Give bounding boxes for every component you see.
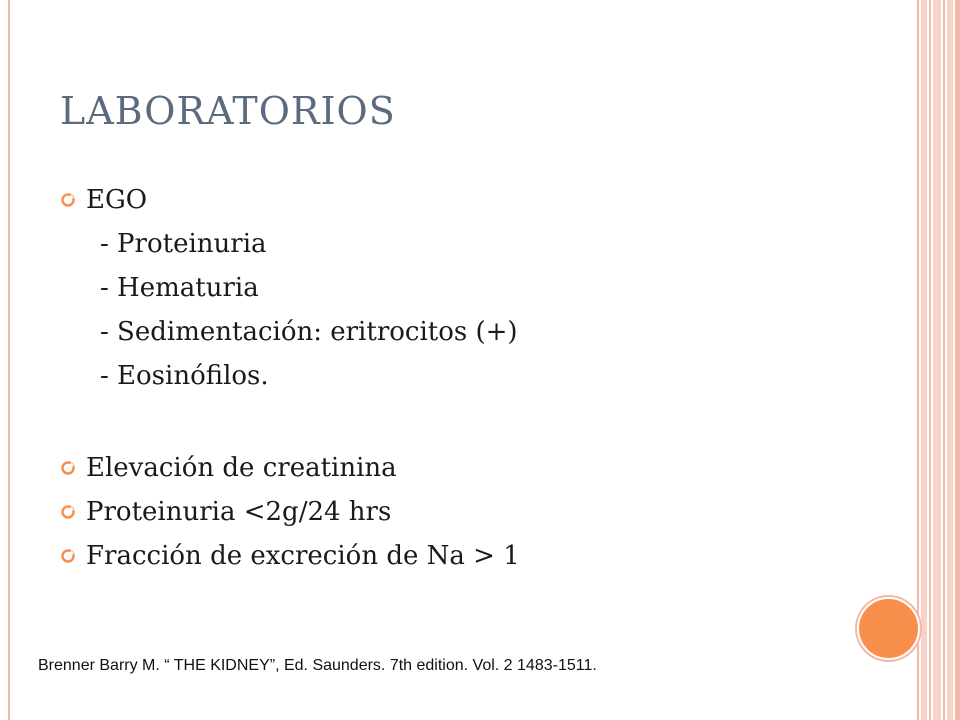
right-frame-stripe bbox=[947, 0, 953, 720]
slide-title: LABORATORIOS bbox=[60, 89, 396, 133]
bullet-item bbox=[60, 490, 840, 534]
bullet-item bbox=[60, 178, 840, 222]
right-frame-stripe bbox=[933, 0, 941, 720]
bullet-text: Elevación de creatinina bbox=[86, 453, 397, 483]
left-frame-line bbox=[8, 0, 10, 720]
bullet-text: Proteinuria <2g/24 hrs bbox=[86, 497, 392, 527]
bullet-text: EGO bbox=[86, 185, 148, 215]
bullet-item bbox=[60, 534, 840, 578]
bullet-list bbox=[60, 178, 840, 578]
bullet-icon bbox=[60, 534, 86, 578]
list-spacer bbox=[60, 398, 840, 446]
sub-item: - Proteinuria bbox=[100, 229, 267, 259]
bullet-icon bbox=[60, 178, 86, 222]
citation: Brenner Barry M. “ THE KIDNEY”, Ed. Saunders. 7th edition. Vol. 2 1483-1511. bbox=[38, 657, 597, 674]
bullet-icon bbox=[60, 490, 86, 534]
sub-item: - Eosinófilos. bbox=[100, 361, 269, 391]
decorative-circle bbox=[857, 597, 920, 660]
sub-item: - Hematuria bbox=[100, 273, 259, 303]
right-frame-stripe bbox=[943, 0, 945, 720]
right-frame-stripe bbox=[917, 0, 919, 720]
right-frame-stripe bbox=[921, 0, 927, 720]
sub-item: - Sedimentación: eritrocitos (+) bbox=[100, 317, 518, 347]
bullet-item bbox=[60, 446, 840, 490]
right-frame-stripe bbox=[929, 0, 931, 720]
bullet-icon bbox=[60, 446, 86, 490]
right-frame-stripe bbox=[955, 0, 960, 720]
bullet-text: Fracción de excreción de Na > 1 bbox=[86, 541, 520, 571]
